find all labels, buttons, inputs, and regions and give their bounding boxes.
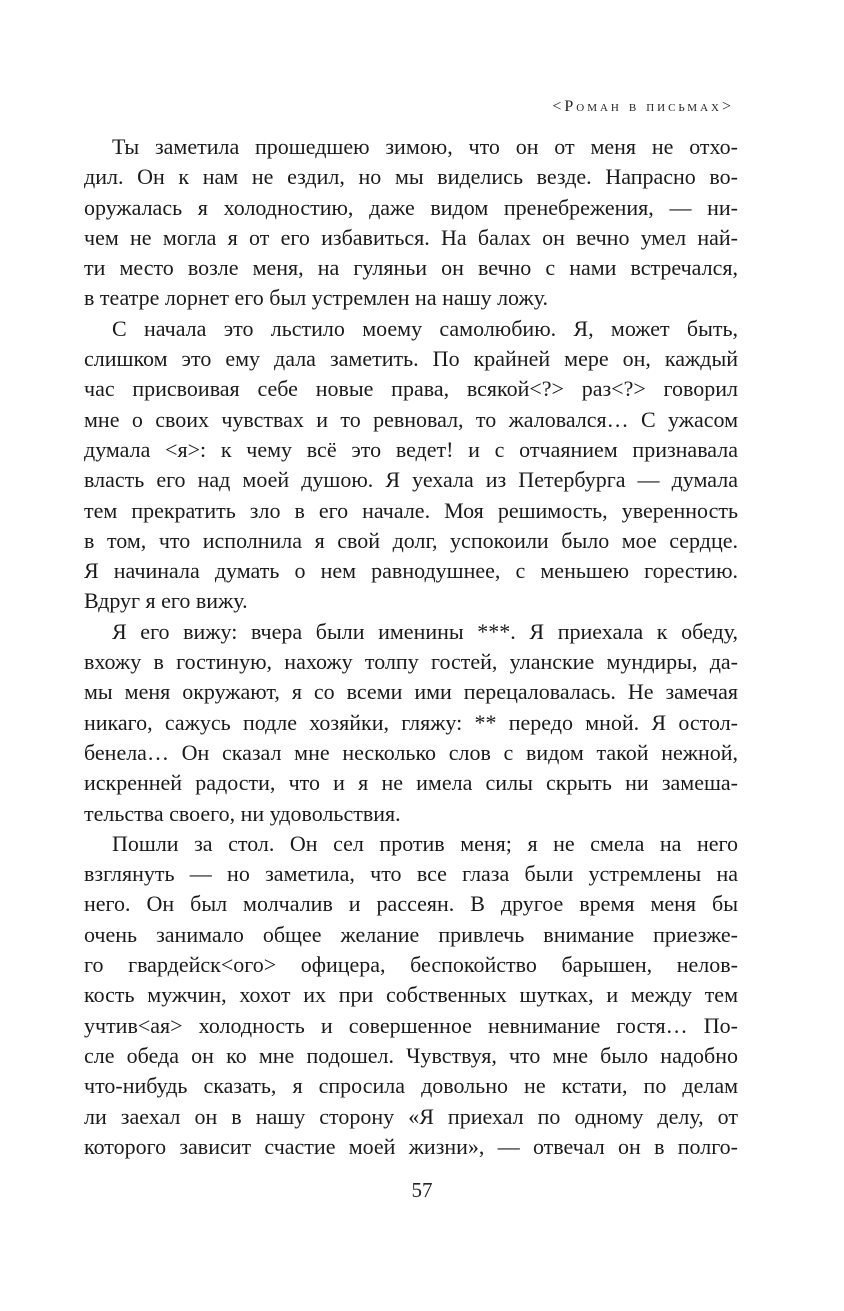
text-line: час присвоивая себе новые права, всякой<?> раз<?> говорил (84, 376, 738, 402)
text-line: него. Он был молчалив и рассеян. В другое время меня бы (84, 891, 738, 917)
text-line: оружалась я холодностию, даже видом пренебрежения, — ни- (84, 194, 738, 220)
text-line: слишком это ему дала заметить. По крайней мере он, каждый (84, 346, 738, 372)
text-line: сле обеда он ко мне подошел. Чувствуя, что мне было надобно (84, 1042, 738, 1068)
text-line: мы меня окружают, я со всеми ими перецаловалась. Не замечая (84, 679, 738, 705)
text-line: тем прекратить зло в его начале. Моя решимость, уверенность (84, 497, 738, 523)
text-line: никаго, сажусь подле хозяйки, гляжу: ** передо мной. Я остол- (84, 709, 738, 735)
text-line: Вдруг я его вижу. (84, 588, 248, 614)
text-line: чем не могла я от его избавиться. На балах он вечно умел най- (84, 224, 738, 250)
text-line: бенела… Он сказал мне несколько слов с видом такой нежной, (84, 739, 738, 765)
text-line: Пошли за стол. Он сел против меня; я не смела на него (112, 830, 738, 856)
page-number: 57 (411, 1178, 433, 1202)
text-line: взглянуть — но заметила, что все глаза были устремлены на (84, 861, 738, 887)
text-line: го гвардейск<ого> офицера, беспокойство барышен, нелов- (84, 952, 738, 978)
body-text (84, 132, 738, 1162)
text-line: учтив<ая> холодность и совершенное невнимание гостя… По- (84, 1012, 738, 1038)
text-line: искренней радости, что и я не имела силы скрыть ни замеша- (84, 770, 738, 796)
text-line: кость мужчин, хохот их при собственных шутках, и между тем (84, 982, 738, 1008)
text-line: очень занимало общее желание привлечь внимание приезже- (84, 921, 738, 947)
text-line: ти место возле меня, на гуляньи он вечно с нами встречался, (84, 255, 738, 281)
text-line: Я начинала думать о нем равнодушнее, с меньшею горестию. (84, 558, 738, 584)
text-line: власть его над моей душою. Я уехала из Петербурга — думала (84, 467, 738, 493)
text-line: вхожу в гостиную, нахожу толпу гостей, уланские мундиры, да- (84, 649, 738, 675)
text-line: тельства своего, ни удовольствия. (84, 800, 401, 826)
text-line: думала <я>: к чему всё это ведет! и с отчаянием признавала (84, 436, 738, 462)
text-line: что-нибудь сказать, я спросила довольно не кстати, по делам (84, 1073, 738, 1099)
text-line: ли заехал он в нашу сторону «Я приехал по одному делу, от (84, 1103, 738, 1129)
text-line: дил. Он к нам не ездил, но мы виделись везде. Напрасно во- (84, 164, 738, 190)
text-line: С начала это льстило моему самолюбию. Я, может быть, (112, 315, 738, 341)
text-line: Я его вижу: вчера были именины ***. Я приехала к обеду, (112, 618, 738, 644)
text-line: мне о своих чувствах и то ревновал, то жаловался… С ужасом (84, 406, 738, 432)
text-line: которого зависит счастие моей жизни», — отвечал он в полго- (84, 1133, 738, 1159)
text-line: в том, что исполнила я свой долг, успокоили было мое сердце. (84, 527, 738, 553)
running-head: <Роман в письмах> (552, 98, 734, 115)
text-line: в театре лорнет его был устремлен на нашу ложу. (84, 285, 548, 311)
text-line: Ты заметила прошедшею зимою, что он от меня не отхо- (112, 134, 738, 159)
